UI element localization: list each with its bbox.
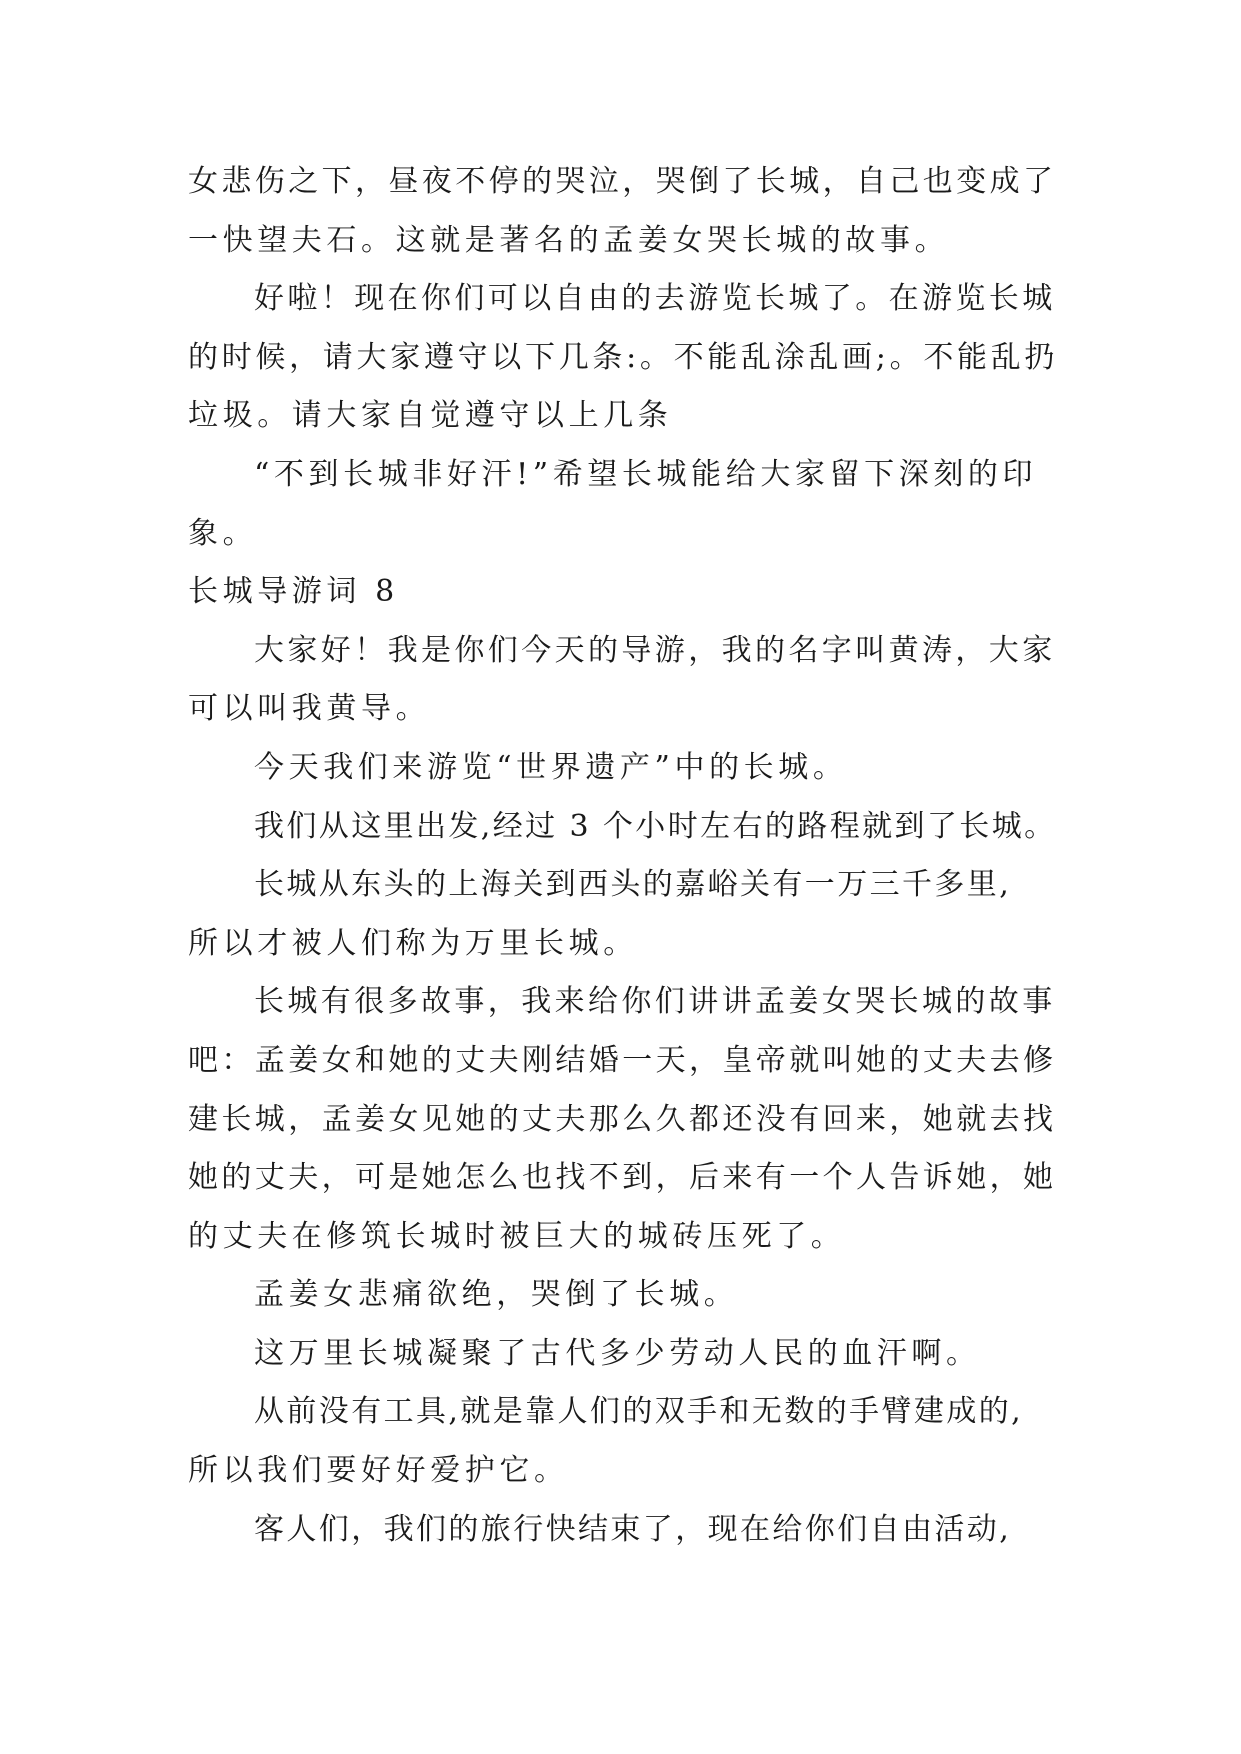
paragraph-start-line: 长城有很多故事，我来给你们讲讲孟姜女哭长城的故事 — [254, 984, 1056, 1020]
text-line: 所以我们要好好爱护它。 — [188, 1453, 569, 1489]
paragraph-start-line: 长城从东头的上海关到西头的嘉峪关有一万三千多里, — [254, 867, 1012, 903]
document-body — [188, 153, 1060, 1559]
paragraph-start-line: 大家好！我是你们今天的导游，我的名字叫黄涛，大家 — [254, 632, 1056, 668]
text-line: 的时候，请大家遵守以下几条:。不能乱涂乱画;。不能乱扔 — [188, 339, 1059, 375]
text-line: 女悲伤之下，昼夜不停的哭泣，哭倒了长城，自己也变成了 — [188, 164, 1057, 199]
paragraph-start-line: 今天我们来游览“世界遗产”中的长城。 — [254, 749, 848, 785]
paragraph-start-line: 客人们，我们的旅行快结束了，现在给你们自由活动, — [254, 1511, 1012, 1547]
paragraph-start-line: 我们从这里出发,经过 3 个小时左右的路程就到了长城。 — [254, 808, 1057, 844]
paragraph-start-line: 孟姜女悲痛欲绝，哭倒了长城。 — [254, 1277, 739, 1313]
paragraph-start-line: 这万里长城凝聚了古代多少劳动人民的血汗啊。 — [254, 1335, 981, 1371]
paragraph-start-line: “不到长城非好汗!”希望长城能给大家留下深刻的印 — [254, 456, 1038, 492]
text-line: 建长城，孟姜女见她的丈夫那么久都还没有回来，她就去找 — [188, 1101, 1057, 1137]
section-heading: 长城导游词 8 — [188, 574, 399, 610]
text-line: 象。 — [188, 515, 258, 551]
text-line: 吧：孟姜女和她的丈夫刚结婚一天，皇帝就叫她的丈夫去修 — [188, 1042, 1057, 1078]
text-line: 一快望夫石。这就是著名的孟姜女哭长城的故事。 — [188, 222, 950, 258]
paragraph-start-line: 从前没有工具,就是靠人们的双手和无数的手臂建成的, — [254, 1394, 1024, 1430]
text-line: 垃圾。请大家自觉遵守以上几条 — [188, 398, 673, 434]
text-line: 可以叫我黄导。 — [188, 691, 431, 727]
text-line: 所以才被人们称为万里长城。 — [188, 925, 638, 961]
text-line: 她的丈夫，可是她怎么也找不到，后来有一个人告诉她，她 — [188, 1160, 1057, 1196]
paragraph-start-line: 好啦！现在你们可以自由的去游览长城了。在游览长城 — [254, 281, 1056, 317]
text-line: 的丈夫在修筑长城时被巨大的城砖压死了。 — [188, 1218, 846, 1254]
